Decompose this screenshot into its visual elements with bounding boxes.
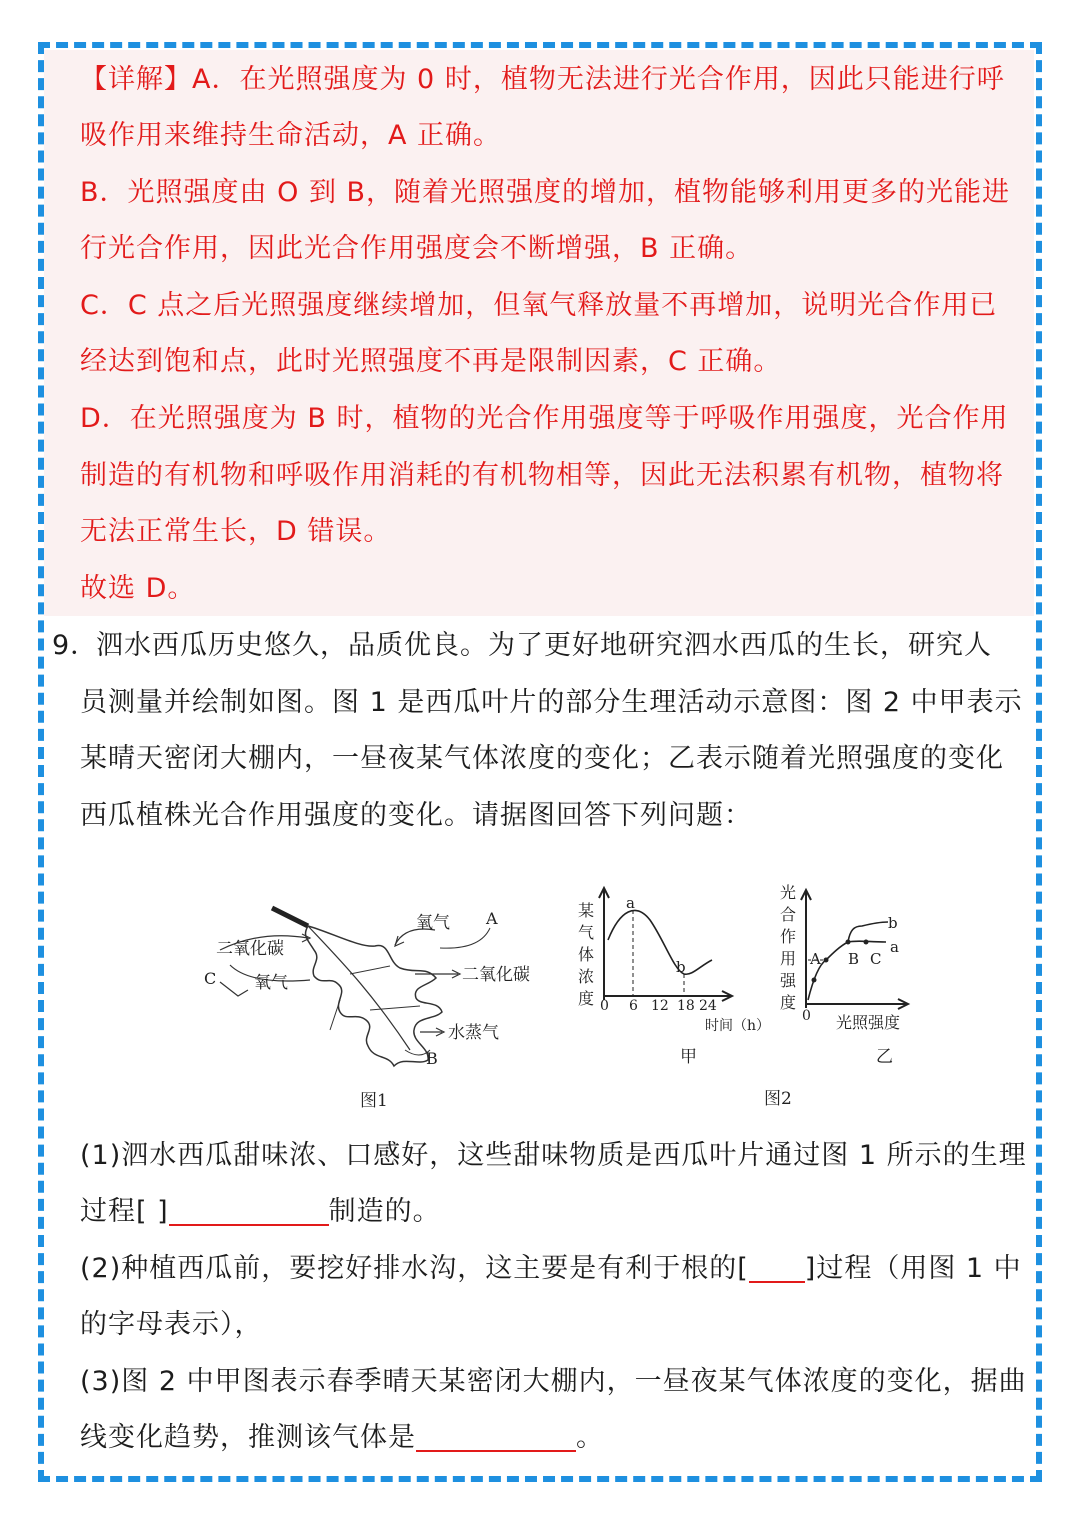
sub1-suffix: 制造的。 xyxy=(328,1196,441,1227)
answer-blank-1[interactable] xyxy=(169,1188,329,1226)
jia-ylabel-5: 度 xyxy=(578,989,595,1008)
figure1-leaf xyxy=(204,908,530,1111)
sub3-line-a: (3)图 2 中甲图表示春季晴天某密闭大棚内，一昼夜某气体浓度的变化，据曲 xyxy=(80,1366,1027,1397)
answer-blank-2[interactable] xyxy=(749,1245,805,1283)
fig1-label-co2-out: 二氧化碳 xyxy=(462,965,530,985)
jia-ylabel-4: 浓 xyxy=(578,967,595,986)
sub3-suffix: 。 xyxy=(576,1422,604,1453)
jia-xtick: 12 xyxy=(651,998,669,1014)
yi-ylabel-3: 作 xyxy=(780,927,797,946)
question-line: 泗水西瓜历史悠久，品质优良。为了更好地研究泗水西瓜的生长，研究人 xyxy=(96,630,992,661)
question-line: 员测量并绘制如图。图 1 是西瓜叶片的部分生理活动示意图：图 2 中甲表示 xyxy=(80,687,1023,718)
sub1-line-a: (1)泗水西瓜甜味浓、口感好，这些甜味物质是西瓜叶片通过图 1 所示的生理 xyxy=(80,1140,1027,1171)
yi-point-A: A xyxy=(810,950,821,968)
fig1-label-o2-out: 氧气 xyxy=(254,973,288,993)
question-line: 西瓜植株光合作用强度的变化。请据图回答下列问题： xyxy=(80,800,752,831)
jia-xtick: 24 xyxy=(699,998,717,1014)
jia-xtick: 18 xyxy=(677,998,695,1014)
explanation-line: C．C 点之后光照强度继续增加，但氧气释放量不再增加，说明光合作用已 xyxy=(80,290,998,321)
sub3-prefix: 线变化趋势，推测该气体是 xyxy=(80,1422,416,1453)
sub3-line-b xyxy=(80,1410,1030,1467)
jia-panel-label: 甲 xyxy=(680,1047,697,1067)
question-number: 9． xyxy=(52,630,99,661)
figure2-yi xyxy=(780,883,908,1067)
jia-xtick: 6 xyxy=(629,998,638,1014)
yi-point-B: B xyxy=(848,950,860,968)
explanation-line: 制造的有机物和呼吸作用消耗的有机物相等，因此无法积累有机物，植物将 xyxy=(80,460,1004,491)
answer-blank-3[interactable] xyxy=(416,1414,576,1452)
sub2-line-b: 的字母表示）， xyxy=(80,1309,263,1340)
jia-xtick: 0 xyxy=(600,998,609,1014)
yi-origin: 0 xyxy=(802,1008,811,1024)
explanation-line: 无法正常生长，D 错误。 xyxy=(80,516,392,547)
sub2-prefix: (2)种植西瓜前，要挖好排水沟，这主要是有利于根的[ xyxy=(80,1253,749,1284)
fig1-label-c: C xyxy=(204,969,217,988)
yi-panel-label: 乙 xyxy=(876,1047,893,1067)
explanation-line: 经达到饱和点，此时光照强度不再是限制因素，C 正确。 xyxy=(80,346,782,377)
yi-ylabel-6: 度 xyxy=(780,993,797,1012)
yi-ylabel-1: 光 xyxy=(780,883,797,902)
explanation-line: B．光照强度由 O 到 B，随着光照强度的增加，植物能够利用更多的光能进 xyxy=(80,177,1011,208)
explanation-line: 吸作用来维持生命活动，A 正确。 xyxy=(80,120,502,151)
sub1-line-b xyxy=(80,1184,1030,1241)
jia-point-b: b xyxy=(676,958,686,976)
figure2-jia xyxy=(578,888,770,1067)
fig1-label-co2-in: 二氧化碳 xyxy=(216,939,284,959)
figure1-caption: 图1 xyxy=(360,1091,388,1111)
yi-point-C: C xyxy=(870,950,882,968)
fig1-label-a: A xyxy=(486,909,498,928)
jia-ylabel-1: 某 xyxy=(578,901,595,920)
jia-ylabel-3: 体 xyxy=(578,945,595,964)
figure2-caption: 图2 xyxy=(764,1089,792,1109)
question-line: 某晴天密闭大棚内，一昼夜某气体浓度的变化；乙表示随着光照强度的变化 xyxy=(80,743,1004,774)
explanation-answer: 故选 D。 xyxy=(80,573,196,604)
yi-xlabel: 光照强度 xyxy=(836,1013,901,1032)
yi-point-a: a xyxy=(890,938,899,956)
fig1-label-water: 水蒸气 xyxy=(448,1023,499,1043)
explanation-line: D．在光照强度为 B 时，植物的光合作用强度等于呼吸作用强度，光合作用 xyxy=(80,403,1009,434)
yi-point-b: b xyxy=(888,914,898,932)
figures xyxy=(190,870,930,1120)
yi-ylabel-4: 用 xyxy=(780,949,797,968)
fig1-label-o2-top: 氧气 xyxy=(416,913,450,933)
explanation-line: 【详解】A．在光照强度为 0 时，植物无法进行光合作用，因此只能进行呼 xyxy=(80,64,1005,95)
jia-point-a: a xyxy=(626,894,635,912)
yi-ylabel-5: 强 xyxy=(780,971,797,990)
sub2-line-a xyxy=(80,1241,1030,1298)
explanation-line: 行光合作用，因此光合作用强度会不断增强，B 正确。 xyxy=(80,233,754,264)
fig1-label-b: B xyxy=(426,1049,438,1068)
sub1-prefix: 过程[ ] xyxy=(80,1196,169,1227)
yi-ylabel-2: 合 xyxy=(780,905,797,924)
jia-xlabel: 时间（h） xyxy=(705,1018,771,1034)
jia-ylabel-2: 气 xyxy=(578,923,595,942)
sub2-suffix: ]过程（用图 1 中 xyxy=(804,1253,1022,1284)
